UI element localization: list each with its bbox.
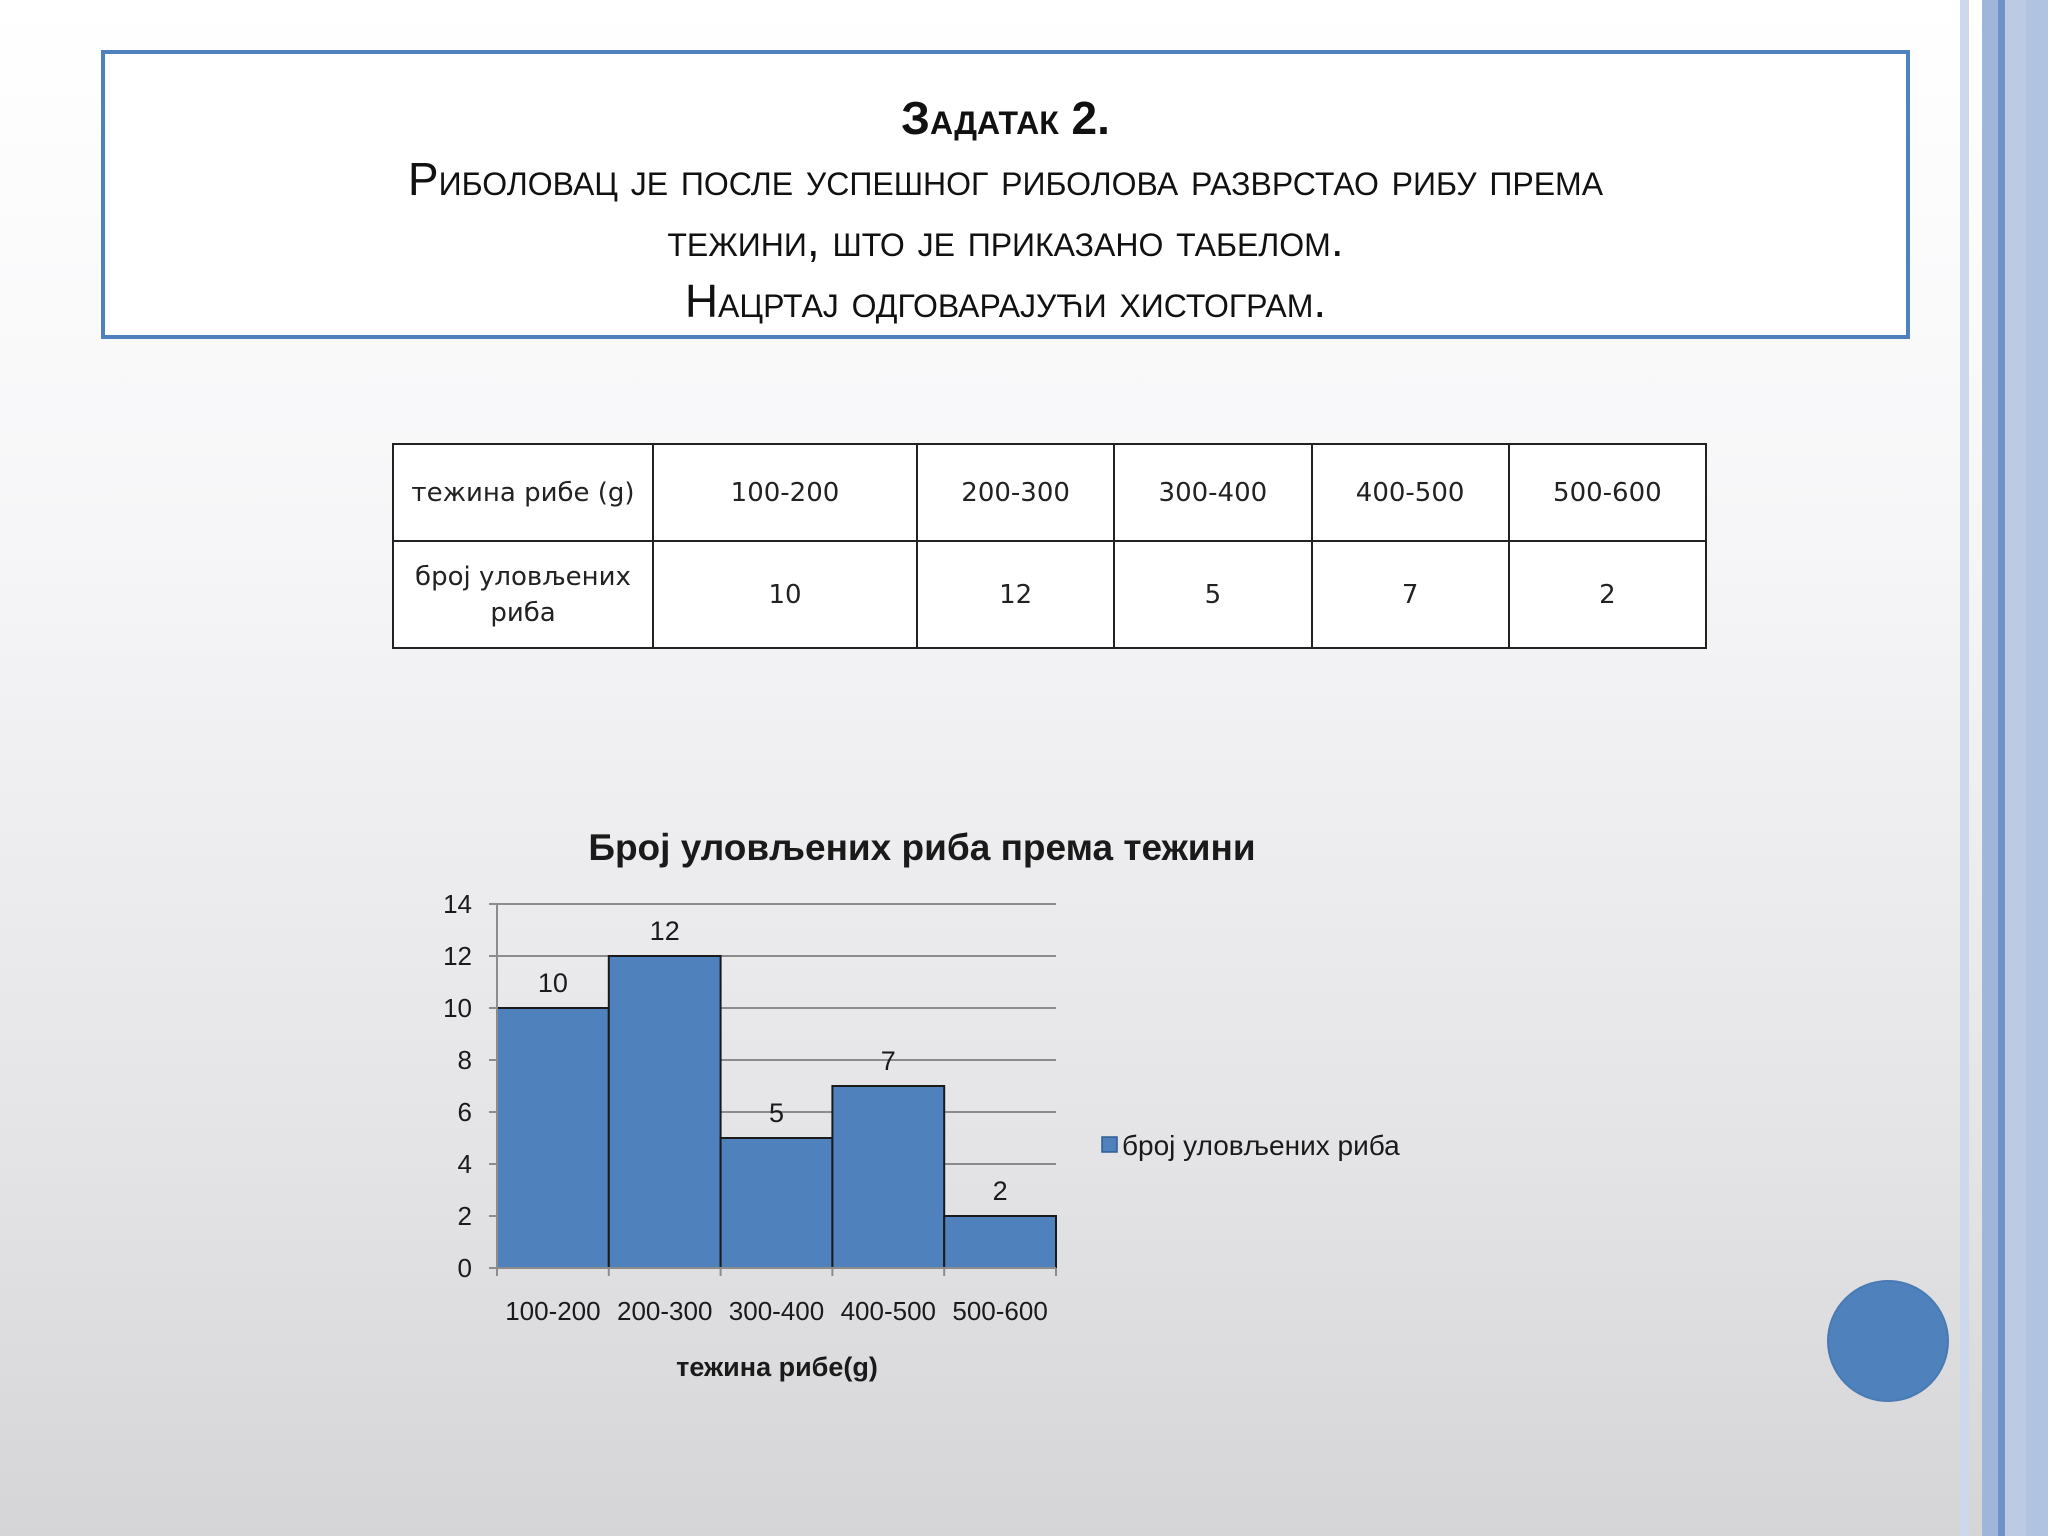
legend-label: број уловљених риба xyxy=(1122,1130,1400,1161)
x-tick-label: 100-200 xyxy=(505,1296,601,1326)
circle-button[interactable] xyxy=(1827,1280,1949,1402)
table-cell: 2 xyxy=(1509,541,1706,648)
slide-text-line-1: Риболовац је после успешног риболова разврстао рибу према xyxy=(407,153,1604,205)
table-cell: 7 xyxy=(1312,541,1509,648)
data-label: 12 xyxy=(649,916,680,946)
bar xyxy=(497,1008,609,1268)
table-cell: 10 xyxy=(653,541,917,648)
y-tick-label: 4 xyxy=(457,1149,472,1179)
table-cell: 300-400 xyxy=(1114,444,1311,541)
table-cell: 5 xyxy=(1114,541,1311,648)
slide-title: Задатак 2. xyxy=(901,92,1110,144)
y-tick-label: 14 xyxy=(443,889,472,919)
bar xyxy=(609,956,721,1268)
table-cell: 200-300 xyxy=(917,444,1114,541)
data-label: 10 xyxy=(537,968,568,998)
bar xyxy=(944,1216,1056,1268)
data-label: 2 xyxy=(992,1176,1008,1206)
y-tick-label: 6 xyxy=(457,1097,472,1127)
x-axis-title: тежина рибе(g) xyxy=(676,1352,878,1382)
x-tick-label: 400-500 xyxy=(840,1296,937,1326)
x-tick-label: 200-300 xyxy=(616,1296,713,1326)
y-tick-label: 8 xyxy=(457,1045,472,1075)
y-tick-label: 0 xyxy=(457,1253,472,1283)
table-cell: 500-600 xyxy=(1509,444,1706,541)
row-header-count-line-2: риба xyxy=(490,597,556,628)
x-tick-label: 300-400 xyxy=(728,1296,825,1326)
x-tick-label: 500-600 xyxy=(952,1296,1048,1326)
bar xyxy=(832,1086,944,1268)
data-label: 7 xyxy=(880,1046,896,1076)
slide-text-line-2: тежини, што је приказано табелом. xyxy=(667,214,1344,266)
slide-text-line-3: Нацртај одговарајући хистограм. xyxy=(684,275,1327,327)
table-cell: 100-200 xyxy=(653,444,917,541)
data-label: 5 xyxy=(768,1098,785,1128)
y-tick-label: 2 xyxy=(457,1201,472,1231)
chart-title: Број уловљених риба према тежини xyxy=(588,827,1256,868)
row-header-count-line-1: број уловљених xyxy=(415,561,631,592)
bar xyxy=(721,1138,833,1268)
legend-swatch xyxy=(1102,1137,1117,1152)
table-cell: 400-500 xyxy=(1312,444,1509,541)
table-cell: 12 xyxy=(917,541,1114,648)
row-header-weight: тежина рибе (g) xyxy=(393,444,653,541)
y-tick-label: 12 xyxy=(443,941,472,971)
y-tick-label: 10 xyxy=(443,993,472,1023)
